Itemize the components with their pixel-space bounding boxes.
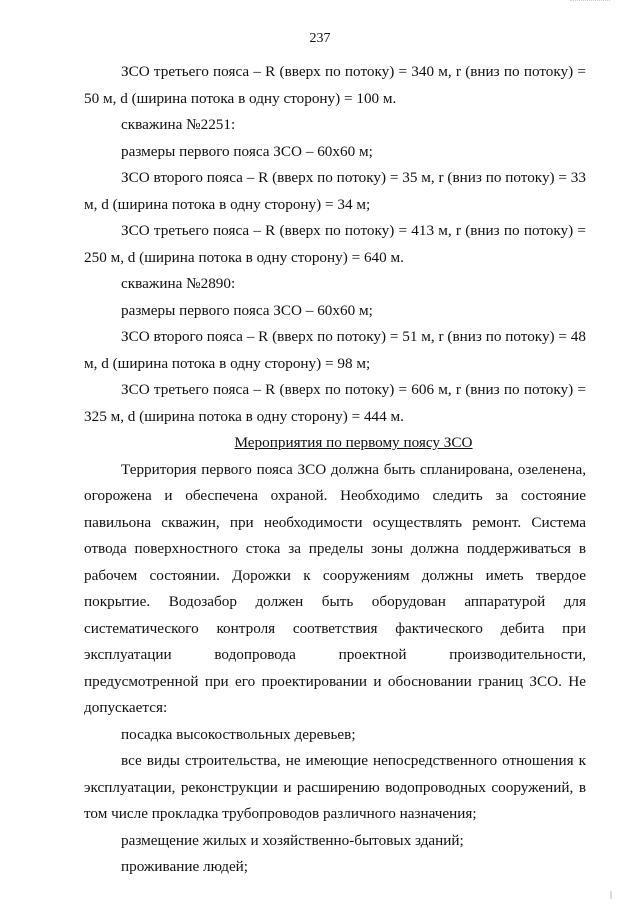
paragraph-well-2890-second-belt: ЗСО второго пояса – R (вверх по потоку) = 51 м, r (вниз по потоку) = 48 м, d (ширина потока в одну сторону) = 98 м; (84, 328, 586, 372)
list-item-residence: проживание людей; (121, 858, 249, 875)
scan-edge-mark (610, 891, 612, 899)
section-heading-first-belt-measures: Мероприятия по первому поясу ЗСО (234, 434, 473, 451)
paragraph-first-belt-territory: Территория первого пояса ЗСО должна быть спланирована, озеленена, огорожена и обеспечена охраной. Необходимо следить за состояние павильона скважин, при необходимости осуществлять ремонт. Система отвода поверхностного стока за пределы зоны должна поддерживаться в рабочем состоянии. Дорожки к сооружениям должны иметь твердое покрытие. Водозабор должен быть оборудован аппаратурой для систематического контроля соответствия фактического дебита при эксплуатации водопровода проектной производительности, предусмотренной при его проектировании и обосновании границ ЗСО. Не допускается: (84, 460, 586, 716)
list-item-buildings: размещение жилых и хозяйственно-бытовых зданий; (121, 831, 464, 849)
paragraph-well-2890-third-belt: ЗСО третьего пояса – R (вверх по потоку) = 606 м, r (вниз по потоку) = 325 м, d (ширина потока в одну сторону) = 444 м. (84, 381, 586, 425)
paragraph-well-2251-first-belt: размеры первого пояса ЗСО – 60х60 м; (121, 142, 373, 160)
list-item-construction: все виды строительства, не имеющие непосредственного отношения к эксплуатации, реконструкции и расширению водопроводных сооружений, в том числе прокладка трубопроводов различного назначения; (84, 752, 586, 822)
paragraph-well-2251-second-belt: ЗСО второго пояса – R (вверх по потоку) = 35 м, r (вниз по потоку) = 33 м, d (ширина потока в одну сторону) = 34 м; (84, 169, 586, 213)
paragraph-well-2251-third-belt: ЗСО третьего пояса – R (вверх по потоку) = 413 м, r (вниз по потоку) = 250 м, d (ширина потока в одну сторону) = 640 м. (84, 222, 586, 266)
paragraph-well-2890-heading: скважина №2890: (121, 275, 236, 292)
paragraph-zso-third-belt-intro: ЗСО третьего пояса – R (вверх по потоку) = 340 м, r (вниз по потоку) = 50 м, d (ширина потока в одну сторону) = 100 м. (84, 63, 586, 107)
paragraph-well-2890-first-belt: размеры первого пояса ЗСО – 60х60 м; (121, 301, 373, 319)
page-content (84, 59, 586, 881)
list-item-tall-trees: посадка высокоствольных деревьев; (121, 725, 356, 743)
page-number: 237 (309, 31, 331, 46)
scan-corner-mark (570, 0, 610, 5)
paragraph-well-2251-heading: скважина №2251: (121, 116, 236, 133)
